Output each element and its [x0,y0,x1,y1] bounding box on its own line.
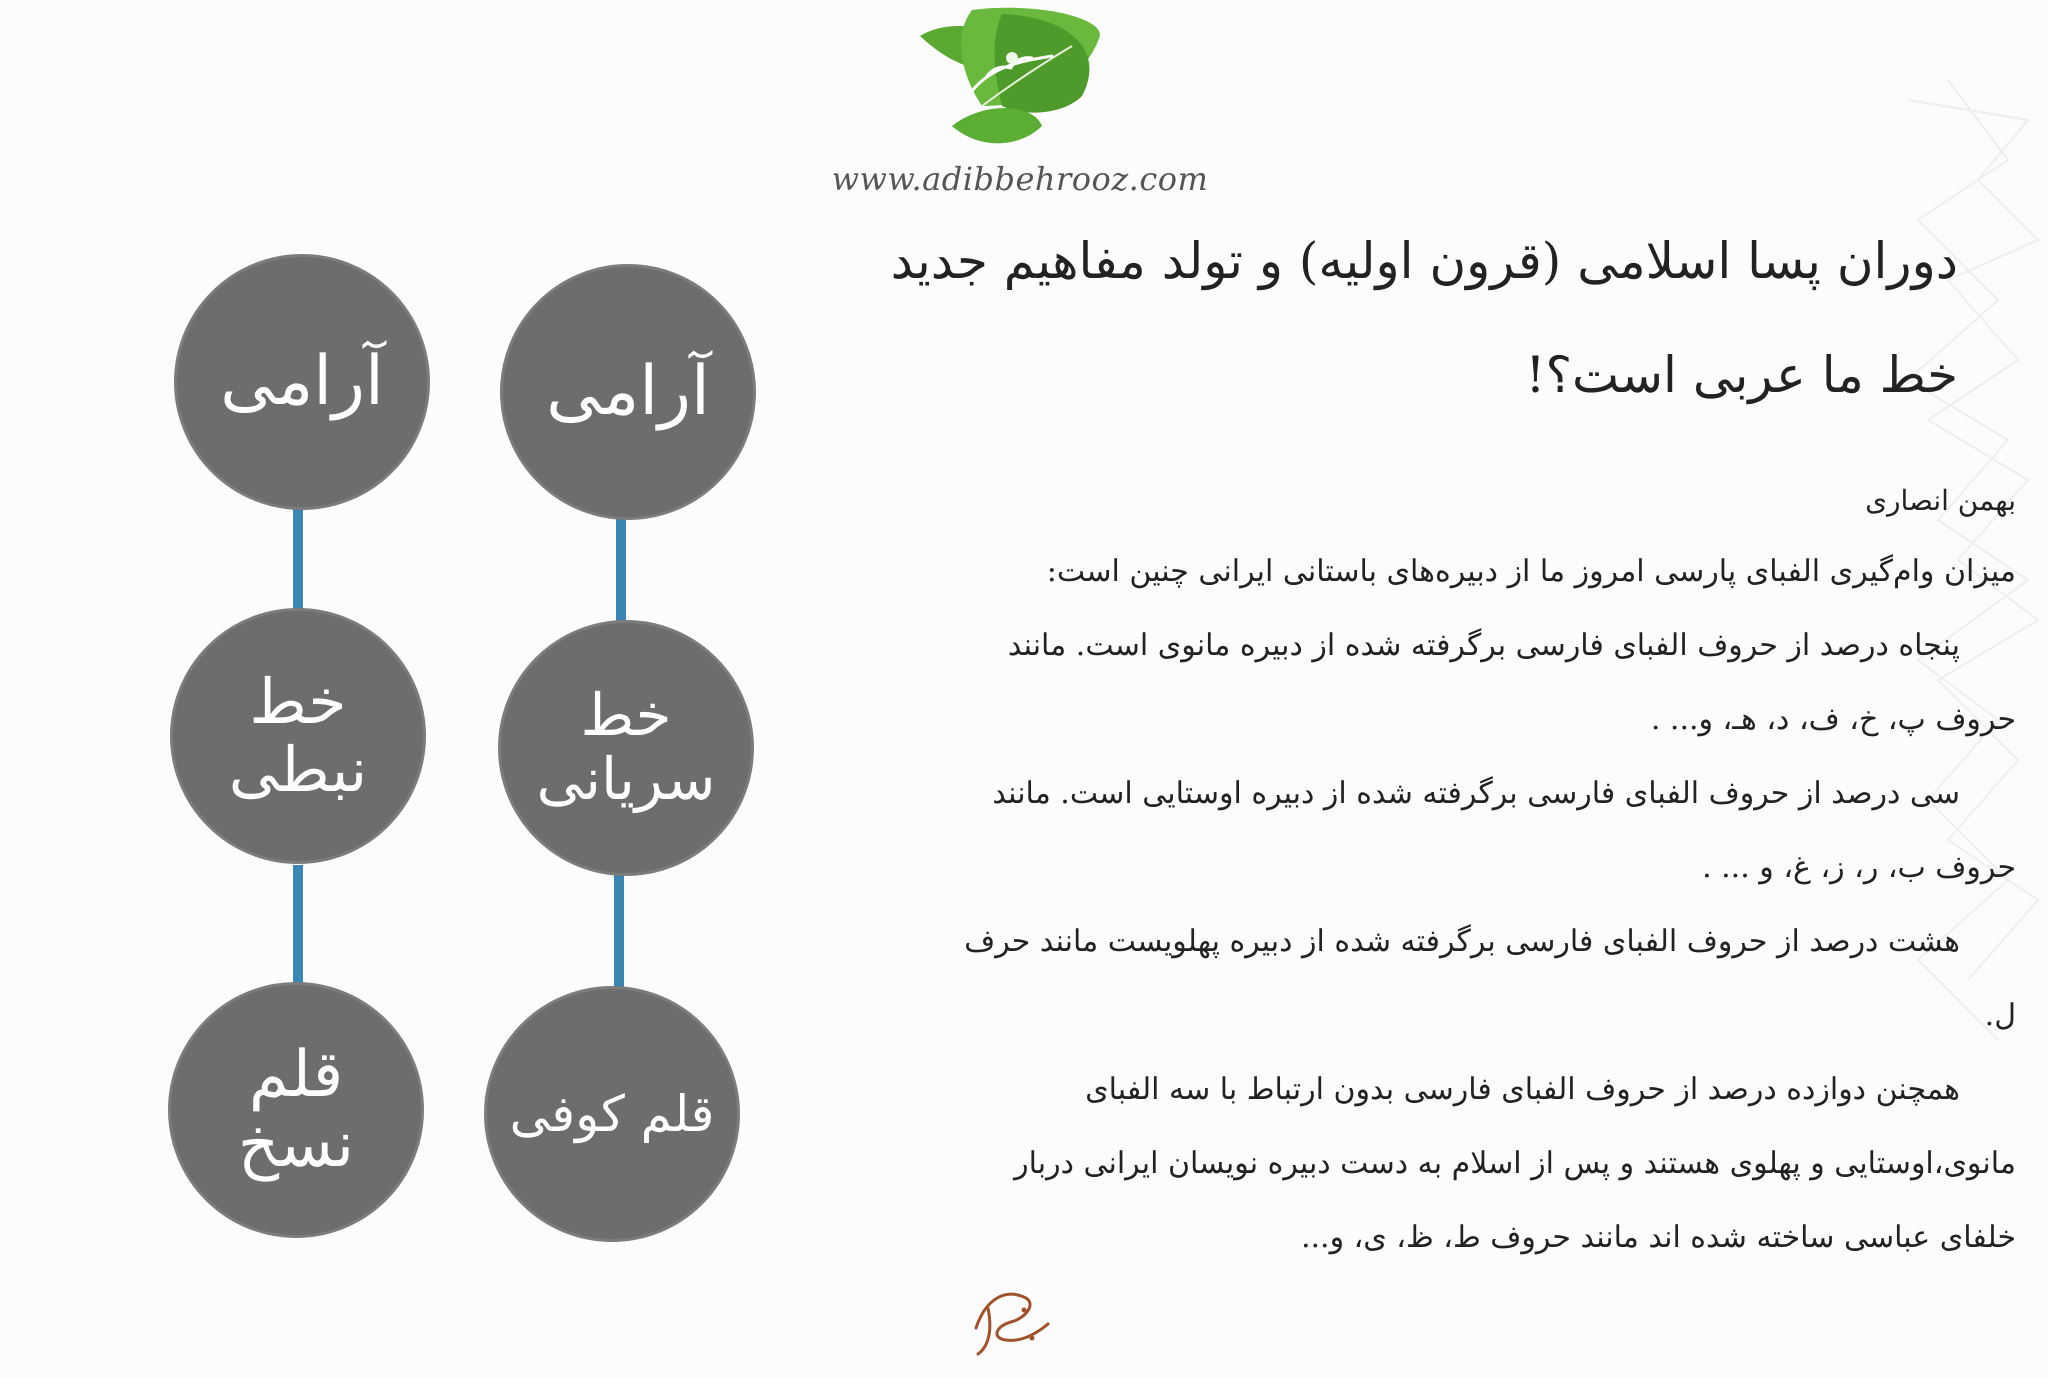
connector-left-2 [293,865,303,985]
body-line-10: خلفای عباسی ساخته شده اند مانند حروف ط، ظ، ی، و... [1300,1220,2016,1255]
node-left-nabataean: خط نبطی [170,608,426,864]
body-line-4: سی درصد از حروف الفبای فارسی برگرفته شده از دبیره اوستایی است. مانند [992,776,1960,811]
connector-left-1 [293,505,303,615]
site-url: www.adibbehrooz.com [831,160,1209,198]
slide-subtitle: خط ما عربی است؟! [1525,346,1958,404]
calligraphy-signature [966,1278,1056,1358]
body-line-3: حروف پ، خ، ف، د، هـ، و... . [1650,702,2016,737]
body-line-6: هشت درصد از حروف الفبای فارسی برگرفته شده از دبیره پهلویست مانند حرف [964,924,1960,959]
body-line-7: ل. [1984,998,2016,1033]
body-line-1: میزان وام‌گیری الفبای پارسی امروز ما از دبیره‌های باستانی ایرانی چنین است: [1046,554,2016,589]
connector-right-1 [616,515,626,625]
body-line-2: پنجاه درصد از حروف الفبای فارسی برگرفته شده از دبیره مانوی است. مانند [1007,628,1960,663]
node-right-aramaic: آرامی [500,264,756,520]
node-left-aramaic: آرامی [174,254,430,510]
body-line-5: حروف ب، ر، ز، غ، و ... . [1702,850,2016,885]
slide-title: دوران پسا اسلامی (قرون اولیه) و تولد مفاهیم جدید [890,232,1958,290]
author-name: بهمن انصاری [1865,484,2016,517]
body-line-8: همچنن دوازده درصد از حروف الفبای فارسی بدون ارتباط با سه الفبای [1085,1072,1960,1107]
node-right-kufic: قلم کوفی [484,986,740,1242]
leaf-logo [912,6,1108,152]
connector-right-2 [614,875,624,990]
node-right-syriac: خط سریانی [498,620,754,876]
node-left-naskh: قلم نسخ [168,982,424,1238]
script-lineage-diagram [0,0,800,1378]
body-line-9: مانوی،اوستایی و پهلوی هستند و پس از اسلام به دست دبیره نویسان ایرانی دربار [1014,1146,2016,1181]
